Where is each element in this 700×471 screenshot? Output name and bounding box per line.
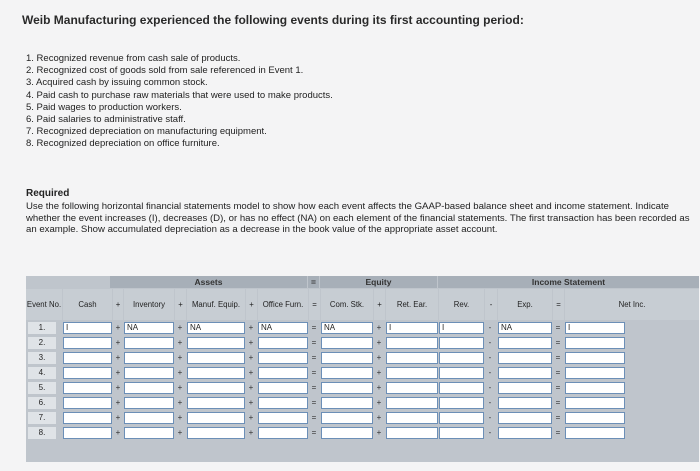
operator-sign: +	[177, 353, 183, 362]
table-row	[26, 411, 699, 425]
comstk-input[interactable]	[321, 412, 373, 424]
operator-sign: =	[311, 353, 317, 362]
operator-sign: +	[177, 323, 183, 332]
operator-sign: =	[311, 428, 317, 437]
exp-input[interactable]	[498, 337, 552, 349]
exp-input[interactable]: NA	[498, 322, 552, 334]
operator-sign: +	[376, 368, 382, 377]
assets-group-header: Assets	[110, 276, 307, 288]
table-row	[26, 321, 699, 335]
exp-input[interactable]	[498, 427, 552, 439]
operator-sign: =	[555, 368, 561, 377]
operator-sign: +	[248, 383, 254, 392]
operator-sign: -	[488, 368, 492, 377]
office-input[interactable]	[258, 367, 308, 379]
operator-sign: +	[376, 428, 382, 437]
rev-input[interactable]	[439, 382, 484, 394]
operator-sign: =	[311, 338, 317, 347]
operator-sign: +	[376, 398, 382, 407]
operator-sign: +	[177, 398, 183, 407]
exp-input[interactable]	[498, 412, 552, 424]
operator-sign: =	[555, 353, 561, 362]
col-header-expenses: Exp.	[498, 289, 552, 320]
operator-sign: =	[311, 398, 317, 407]
event-number: 5.	[28, 382, 56, 394]
operator-sign: +	[115, 353, 121, 362]
operator-sign: =	[555, 338, 561, 347]
col-header-manuf-equip: Manuf. Equip.	[187, 289, 245, 320]
operator-sign: =	[311, 383, 317, 392]
question-title: Weib Manufacturing experienced the following events during its first accounting period:	[22, 13, 524, 27]
operator-sign: -	[488, 338, 492, 347]
rev-input[interactable]	[439, 412, 484, 424]
inventory-input[interactable]	[124, 337, 174, 349]
netinc-input[interactable]	[565, 337, 625, 349]
comstk-input[interactable]	[321, 427, 373, 439]
cash-input[interactable]	[63, 337, 112, 349]
operator-sign: =	[555, 398, 561, 407]
netinc-input[interactable]	[565, 367, 625, 379]
cash-input[interactable]	[63, 382, 112, 394]
retear-input[interactable]	[386, 412, 438, 424]
retear-input[interactable]	[386, 427, 438, 439]
col-header-inventory: Inventory	[124, 289, 174, 320]
event-number: 7.	[28, 412, 56, 424]
cash-input[interactable]	[63, 412, 112, 424]
retear-input[interactable]	[386, 337, 438, 349]
operator-sign: +	[248, 338, 254, 347]
cash-input[interactable]	[63, 427, 112, 439]
event-item: 1. Recognized revenue from cash sale of products.	[26, 53, 241, 64]
operator-sign: =	[555, 383, 561, 392]
operator-sign: +	[376, 353, 382, 362]
inventory-input[interactable]	[124, 427, 174, 439]
exp-input[interactable]	[498, 382, 552, 394]
inventory-input[interactable]	[124, 352, 174, 364]
office-input[interactable]: NA	[258, 322, 308, 334]
rev-input[interactable]	[439, 397, 484, 409]
operator-sign: +	[248, 368, 254, 377]
operator-sign: -	[488, 383, 492, 392]
operator-sign: -	[488, 413, 492, 422]
event-number: 8.	[28, 427, 56, 439]
event-number: 6.	[28, 397, 56, 409]
event-number: 1.	[28, 322, 56, 334]
cash-input[interactable]	[63, 367, 112, 379]
col-header-equals: =	[309, 289, 320, 320]
netinc-input[interactable]	[565, 412, 625, 424]
required-heading: Required	[26, 188, 70, 199]
table-row	[26, 396, 699, 410]
operator-sign: =	[555, 323, 561, 332]
event-item: 3. Acquired cash by issuing common stock.	[26, 77, 208, 89]
operator-sign: +	[376, 323, 382, 332]
rev-input[interactable]	[439, 337, 484, 349]
operator-sign: +	[376, 413, 382, 422]
operator-sign: +	[248, 323, 254, 332]
rev-input[interactable]	[439, 352, 484, 364]
equals-group-header: =	[308, 276, 319, 288]
operator-sign: +	[115, 413, 121, 422]
retear-input[interactable]	[386, 352, 438, 364]
operator-sign: -	[488, 428, 492, 437]
manuf-input[interactable]	[187, 427, 245, 439]
operator-sign: +	[177, 338, 183, 347]
inventory-input[interactable]	[124, 367, 174, 379]
rev-input[interactable]	[439, 367, 484, 379]
operator-sign: +	[115, 368, 121, 377]
col-header-common-stock: Com. Stk.	[321, 289, 373, 320]
manuf-input[interactable]	[187, 367, 245, 379]
event-number: 2.	[28, 337, 56, 349]
office-input[interactable]	[258, 397, 308, 409]
table-row	[26, 336, 699, 350]
inventory-input[interactable]: NA	[124, 322, 174, 334]
table-row	[26, 366, 699, 380]
exp-input[interactable]	[498, 397, 552, 409]
operator-sign: +	[115, 428, 121, 437]
events-list	[26, 53, 333, 151]
operator-sign: +	[115, 323, 121, 332]
netinc-input[interactable]	[565, 427, 625, 439]
operator-sign: +	[248, 398, 254, 407]
cash-input[interactable]: I	[63, 322, 112, 334]
netinc-input[interactable]: I	[565, 322, 625, 334]
inventory-input[interactable]	[124, 397, 174, 409]
operator-sign: -	[488, 398, 492, 407]
operator-sign: +	[177, 383, 183, 392]
income-statement-group-header: Income Statement	[438, 276, 699, 288]
rev-input[interactable]	[439, 427, 484, 439]
col-header-event-no: Event No.	[26, 289, 62, 320]
retear-input[interactable]: I	[386, 322, 438, 334]
operator-sign: +	[115, 398, 121, 407]
col-header-minus: -	[485, 289, 497, 320]
comstk-input[interactable]	[321, 367, 373, 379]
office-input[interactable]	[258, 427, 308, 439]
office-input[interactable]	[258, 352, 308, 364]
retear-input[interactable]	[386, 382, 438, 394]
operator-sign: +	[248, 413, 254, 422]
operator-sign: =	[555, 428, 561, 437]
col-header-revenue: Rev.	[439, 289, 484, 320]
col-header-plus: +	[113, 289, 123, 320]
comstk-input[interactable]	[321, 397, 373, 409]
table-row	[26, 381, 699, 395]
comstk-input[interactable]: NA	[321, 322, 373, 334]
event-number: 4.	[28, 367, 56, 379]
office-input[interactable]	[258, 337, 308, 349]
operator-sign: +	[177, 413, 183, 422]
operator-sign: +	[376, 383, 382, 392]
table-row	[26, 426, 699, 440]
operator-sign: =	[311, 323, 317, 332]
col-header-retained-earnings: Ret. Ear.	[386, 289, 438, 320]
exp-input[interactable]	[498, 352, 552, 364]
cash-input[interactable]	[63, 352, 112, 364]
equity-group-header: Equity	[320, 276, 437, 288]
netinc-input[interactable]	[565, 397, 625, 409]
manuf-input[interactable]: NA	[187, 322, 245, 334]
exp-input[interactable]	[498, 367, 552, 379]
manuf-input[interactable]	[187, 337, 245, 349]
comstk-input[interactable]	[321, 352, 373, 364]
col-header-office-furn: Office Furn.	[258, 289, 308, 320]
event-number: 3.	[28, 352, 56, 364]
manuf-input[interactable]	[187, 352, 245, 364]
event-item: 2. Recognized cost of goods sold from sale referenced in Event 1.	[26, 65, 304, 77]
inventory-input[interactable]	[124, 382, 174, 394]
operator-sign: +	[115, 383, 121, 392]
col-header-net-income: Net Inc.	[565, 289, 699, 320]
netinc-input[interactable]	[565, 352, 625, 364]
event-item: 4. Paid cash to purchase raw materials that were used to make products.	[26, 89, 333, 101]
operator-sign: +	[115, 338, 121, 347]
event-item: 7. Recognized depreciation on manufacturing equipment.	[26, 126, 267, 138]
manuf-input[interactable]	[187, 397, 245, 409]
office-input[interactable]	[258, 382, 308, 394]
inventory-input[interactable]	[124, 412, 174, 424]
event-item: 5. Paid wages to production workers.	[26, 101, 182, 113]
operator-sign: =	[555, 413, 561, 422]
operator-sign: +	[177, 428, 183, 437]
operator-sign: =	[311, 413, 317, 422]
operator-sign: +	[248, 353, 254, 362]
col-header-cash: Cash	[63, 289, 112, 320]
operator-sign: -	[488, 323, 492, 332]
retear-input[interactable]	[386, 397, 438, 409]
financial-statements-model-table	[26, 276, 699, 462]
col-header-plus: +	[175, 289, 186, 320]
col-header-plus: +	[374, 289, 385, 320]
operator-sign: -	[488, 353, 492, 362]
col-header-equals: =	[553, 289, 564, 320]
netinc-input[interactable]	[565, 382, 625, 394]
col-header-plus: +	[246, 289, 257, 320]
rev-input[interactable]: I	[439, 322, 484, 334]
operator-sign: +	[248, 428, 254, 437]
manuf-input[interactable]	[187, 412, 245, 424]
operator-sign: +	[177, 368, 183, 377]
cash-input[interactable]	[63, 397, 112, 409]
retear-input[interactable]	[386, 367, 438, 379]
event-item: 6. Paid salaries to administrative staff.	[26, 114, 186, 126]
operator-sign: +	[376, 338, 382, 347]
office-input[interactable]	[258, 412, 308, 424]
manuf-input[interactable]	[187, 382, 245, 394]
event-item: 8. Recognized depreciation on office furniture.	[26, 138, 220, 150]
comstk-input[interactable]	[321, 337, 373, 349]
required-instructions: Use the following horizontal financial statements model to show how each event affects the GAAP-based balance sheet and income statement. Indicate whether the event increases (I), decreases (D), or has no effect (NA) on each element of the financial statements. The first transaction has been recorded as an example. Show accumulated depreciation as a decrease in the book value of the appropriate asset account.	[26, 201, 690, 236]
table-row	[26, 351, 699, 365]
operator-sign: =	[311, 368, 317, 377]
comstk-input[interactable]	[321, 382, 373, 394]
